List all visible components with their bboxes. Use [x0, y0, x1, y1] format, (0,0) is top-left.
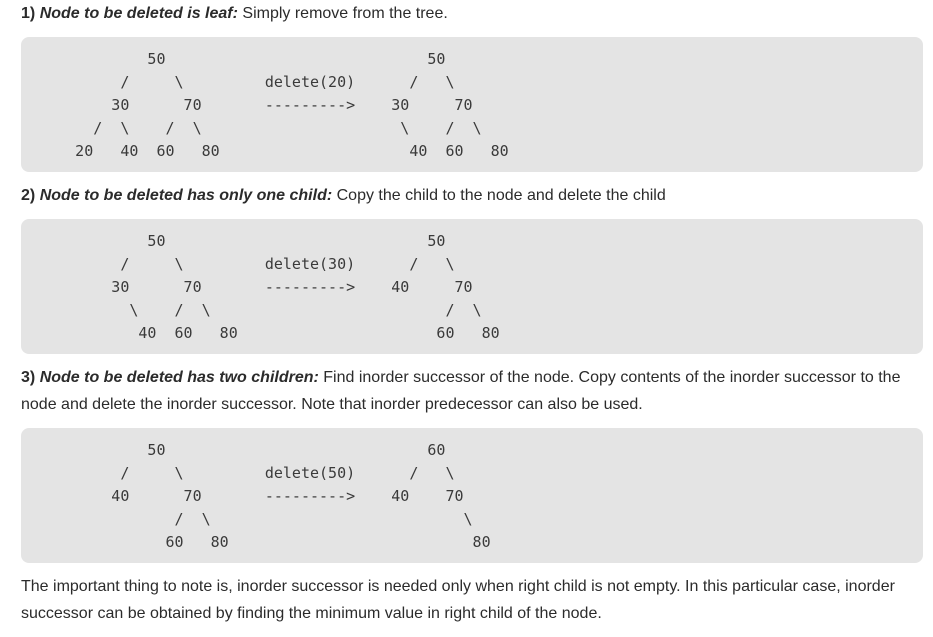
case2-number: 2): [21, 187, 36, 204]
case1-code: 50 50 / \ delete(20) / \ 30 70 ---------> 30 70 / \ / \ \ / \ 20 40 60 80 40 60 80: [75, 50, 509, 160]
case3-heading: [21, 364, 916, 418]
case3-lead: Node to be deleted has two children:: [39, 369, 319, 386]
case2-heading: [21, 182, 916, 209]
case2-code-block: [21, 219, 923, 354]
note-paragraph: The important thing to note is, inorder successor is needed only when right child is not empty. In this particular case, inorder successor can be obtained by finding the minimum value in right child of the node.: [21, 578, 895, 622]
case2-lead: Node to be deleted has only one child:: [39, 187, 333, 204]
case2-code: 50 50 / \ delete(30) / \ 30 70 ---------> 40 70 \ / \ / \ 40 60 80 60 80: [111, 232, 500, 342]
case3-code-block: [21, 428, 923, 563]
case1-heading: [21, 0, 916, 27]
case1-description: Simply remove from the tree.: [237, 5, 448, 22]
case3-code: 50 60 / \ delete(50) / \ 40 70 ---------> 40 70 / \ \ 60 80 80: [111, 441, 491, 551]
case3-description: Find inorder successor of the node. Copy contents of the inorder successor to the node and delete the inorder successor. Note that inorder predecessor can also be used.: [21, 369, 901, 413]
case1-code-block: [21, 37, 923, 172]
case1-number: 1): [21, 5, 36, 22]
case2-description: Copy the child to the node and delete the child: [332, 187, 666, 204]
case1-lead: Node to be deleted is leaf:: [39, 5, 238, 22]
case3-number: 3): [21, 369, 36, 386]
